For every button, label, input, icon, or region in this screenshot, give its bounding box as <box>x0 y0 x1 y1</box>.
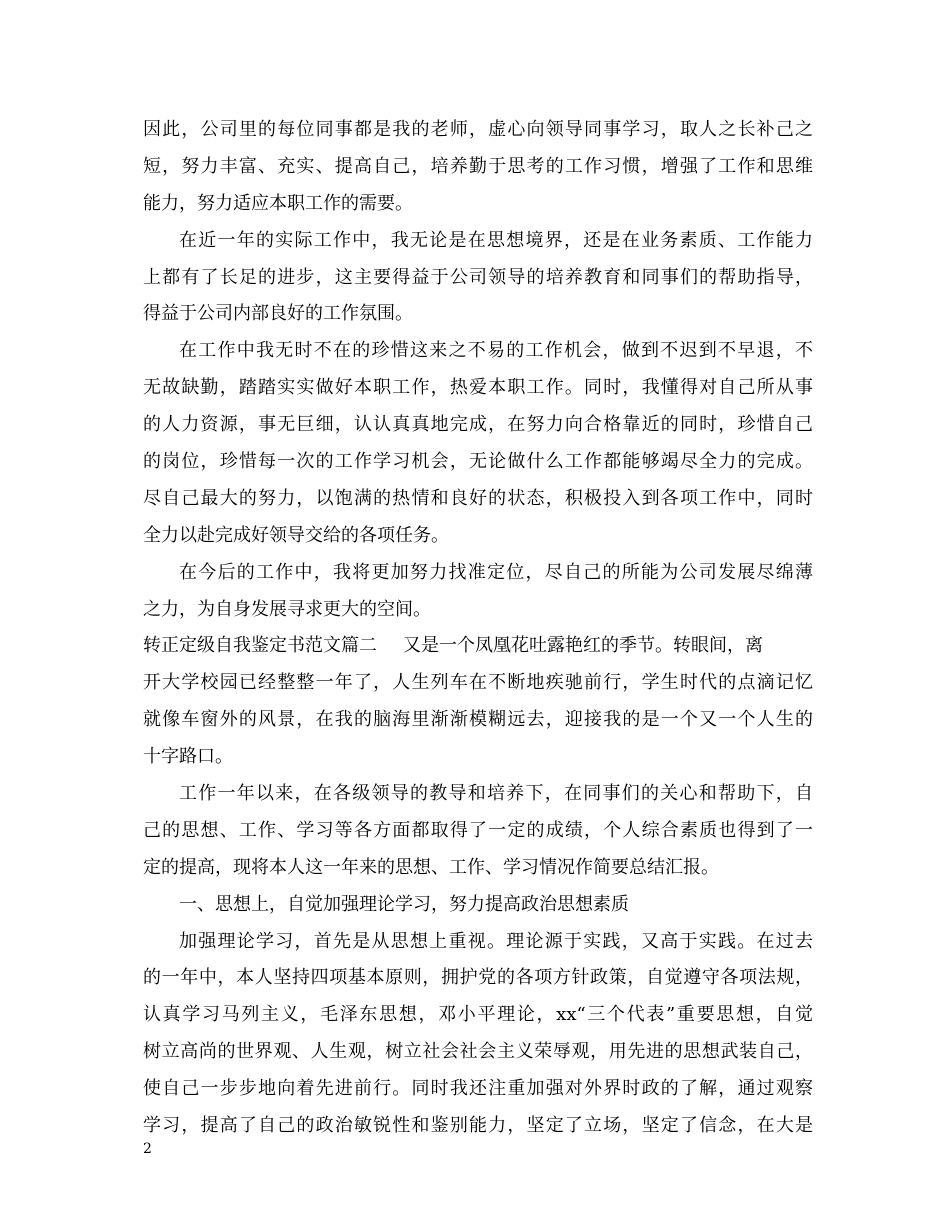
text-line: 加强理论学习，首先是从思想上重视。理论源于实践，又高于实践。在过去 <box>179 930 813 952</box>
text-line: 学习，提高了自己的政治敏锐性和鉴别能力，坚定了立场，坚定了信念，在大是 <box>143 1115 813 1137</box>
text-line: 得益于公司内部良好的工作氛围。 <box>143 303 413 325</box>
text-line: 十字路口。 <box>143 746 233 768</box>
text-line: 使自己一步步地向着先进前行。同时我还注重加强对外界时政的了解，通过观察 <box>143 1078 813 1100</box>
text-line: 能力，努力适应本职工作的需要。 <box>143 192 413 214</box>
text-line: 的人力资源，事无巨细，认认真真地完成，在努力向合格靠近的同时，珍惜自己 <box>143 414 813 436</box>
text-line: 认真学习马列主义，毛泽东思想，邓小平理论，xx“三个代表”重要思想，自觉 <box>143 1004 813 1026</box>
text-line: 无故缺勤，踏踏实实做好本职工作，热爱本职工作。同时，我懂得对自己所从事 <box>143 377 813 399</box>
text-line: 尽自己最大的努力，以饱满的热情和良好的状态，积极投入到各项工作中，同时 <box>143 487 813 509</box>
text-line: 的一年中，本人坚持四项基本原则，拥护党的各项方针政策，自觉遵守各项法规， <box>143 967 813 989</box>
text-line: 因此，公司里的每位同事都是我的老师，虚心向领导同事学习，取人之长补己之 <box>143 119 813 140</box>
section-opening-text: 又是一个凤凰花吐露艳红的季节。转眼间，离 <box>403 635 763 657</box>
text-line: 工作一年以来，在各级领导的教导和培养下，在同事们的关心和帮助下，自 <box>179 783 813 805</box>
section-title-line <box>143 628 813 665</box>
text-line: 开大学校园已经整整一年了，人生列车在不断地疾驰前行，学生时代的点滴记忆 <box>143 672 813 694</box>
section-title: 转正定级自我鉴定书范文篇二 <box>143 635 377 657</box>
text-line: 就像车窗外的风景，在我的脑海里渐渐模糊远去，迎接我的是一个又一个人生的 <box>143 709 813 731</box>
text-line: 上都有了长足的进步，这主要得益于公司领导的培养教育和同事们的帮助指导， <box>143 266 813 288</box>
text-line: 在近一年的实际工作中，我无论是在思想境界，还是在业务素质、工作能力 <box>179 229 813 251</box>
text-line: 树立高尚的世界观、人生观，树立社会社会主义荣辱观，用先进的思想武装自己， <box>143 1041 813 1063</box>
document-body <box>143 112 813 1145</box>
text-line: 己的思想、工作、学习等各方面都取得了一定的成绩，个人综合素质也得到了一 <box>143 819 813 841</box>
page-number: 2 <box>143 1141 152 1157</box>
text-line: 的岗位，珍惜每一次的工作学习机会，无论做什么工作都能够竭尽全力的完成。 <box>143 451 813 473</box>
text-line: 在今后的工作中，我将更加努力找准定位，尽自己的所能为公司发展尽绵薄 <box>179 561 813 583</box>
subheading-line: 一、思想上，自觉加强理论学习，努力提高政治思想素质 <box>179 893 629 915</box>
text-line: 在工作中我无时不在的珍惜这来之不易的工作机会，做到不迟到不早退，不 <box>179 340 813 362</box>
text-line: 短，努力丰富、充实、提高自己，培养勤于思考的工作习惯，增强了工作和思维 <box>143 155 813 177</box>
text-line: 定的提高，现将本人这一年来的思想、工作、学习情况作简要总结汇报。 <box>143 856 719 878</box>
text-line: 全力以赴完成好领导交给的各项任务。 <box>143 524 449 546</box>
text-line: 之力，为自身发展寻求更大的空间。 <box>143 598 431 620</box>
